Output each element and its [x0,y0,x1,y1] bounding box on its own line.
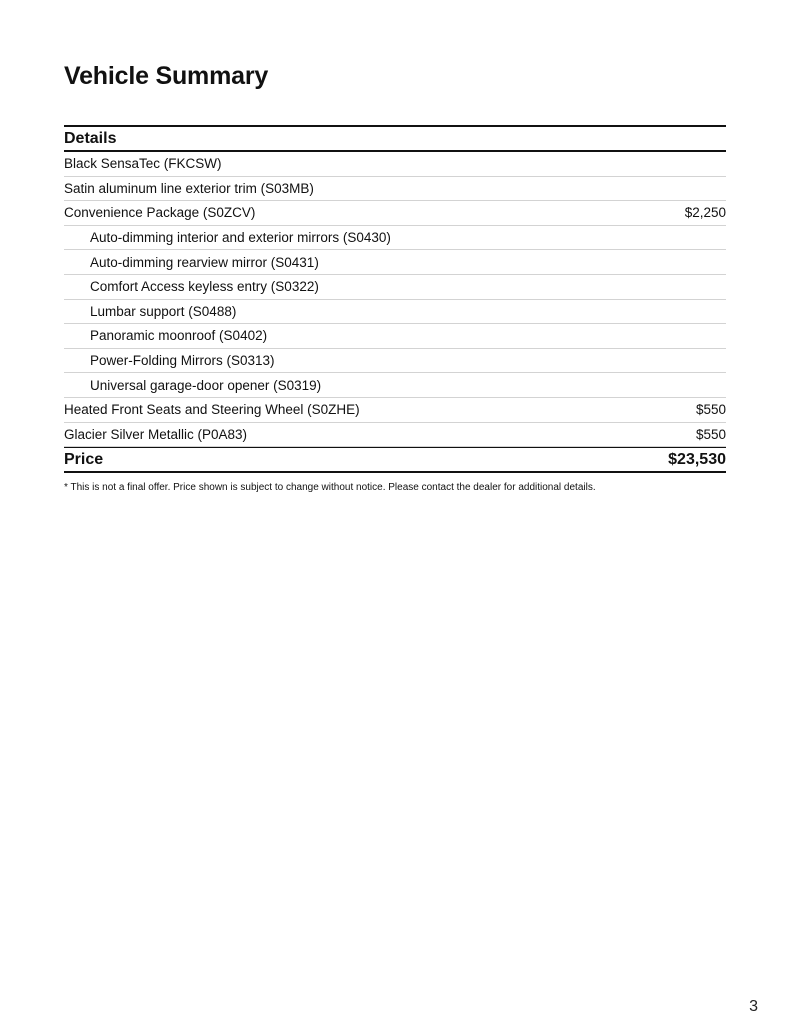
table-row [64,373,726,398]
row-label: Lumbar support (S0488) [90,303,237,319]
row-label: Comfort Access keyless entry (S0322) [90,279,319,295]
table-row [64,423,726,448]
row-price: $550 [695,426,726,442]
row-label: Panoramic moonroof (S0402) [90,328,268,344]
table-header [64,125,726,152]
table-row [64,324,726,349]
table-row [64,226,726,251]
table-header-label: Details [64,129,117,147]
row-label: Universal garage-door opener (S0319) [90,377,322,393]
row-label: Auto-dimming interior and exterior mirrors (S0430) [90,230,391,246]
disclaimer: * This is not a final offer. Price shown is subject to change without notice. Please contact the dealer for additional details. [64,482,596,493]
row-price: $2,250 [684,205,726,221]
table-row [64,398,726,423]
vehicle-summary-table [64,125,726,473]
total-value: $23,530 [668,450,726,468]
row-price: $550 [695,402,726,418]
table-row [64,250,726,275]
row-label: Convenience Package (S0ZCV) [64,205,256,221]
total-row [64,447,726,473]
table-row [64,201,726,226]
page-number: 3 [749,998,758,1015]
table-rows [64,152,726,447]
table-row [64,349,726,374]
table-row [64,300,726,325]
total-label: Price [64,450,104,468]
row-label: Auto-dimming rearview mirror (S0431) [90,254,319,270]
row-label: Black SensaTec (FKCSW) [64,156,222,172]
table-row [64,275,726,300]
table-row [64,152,726,177]
row-label: Satin aluminum line exterior trim (S03MB) [64,180,314,196]
row-label: Heated Front Seats and Steering Wheel (S0ZHE) [64,402,360,418]
page-title: Vehicle Summary [64,62,269,90]
table-row [64,177,726,202]
row-label: Power-Folding Mirrors (S0313) [90,353,275,369]
row-label: Glacier Silver Metallic (P0A83) [64,426,248,442]
